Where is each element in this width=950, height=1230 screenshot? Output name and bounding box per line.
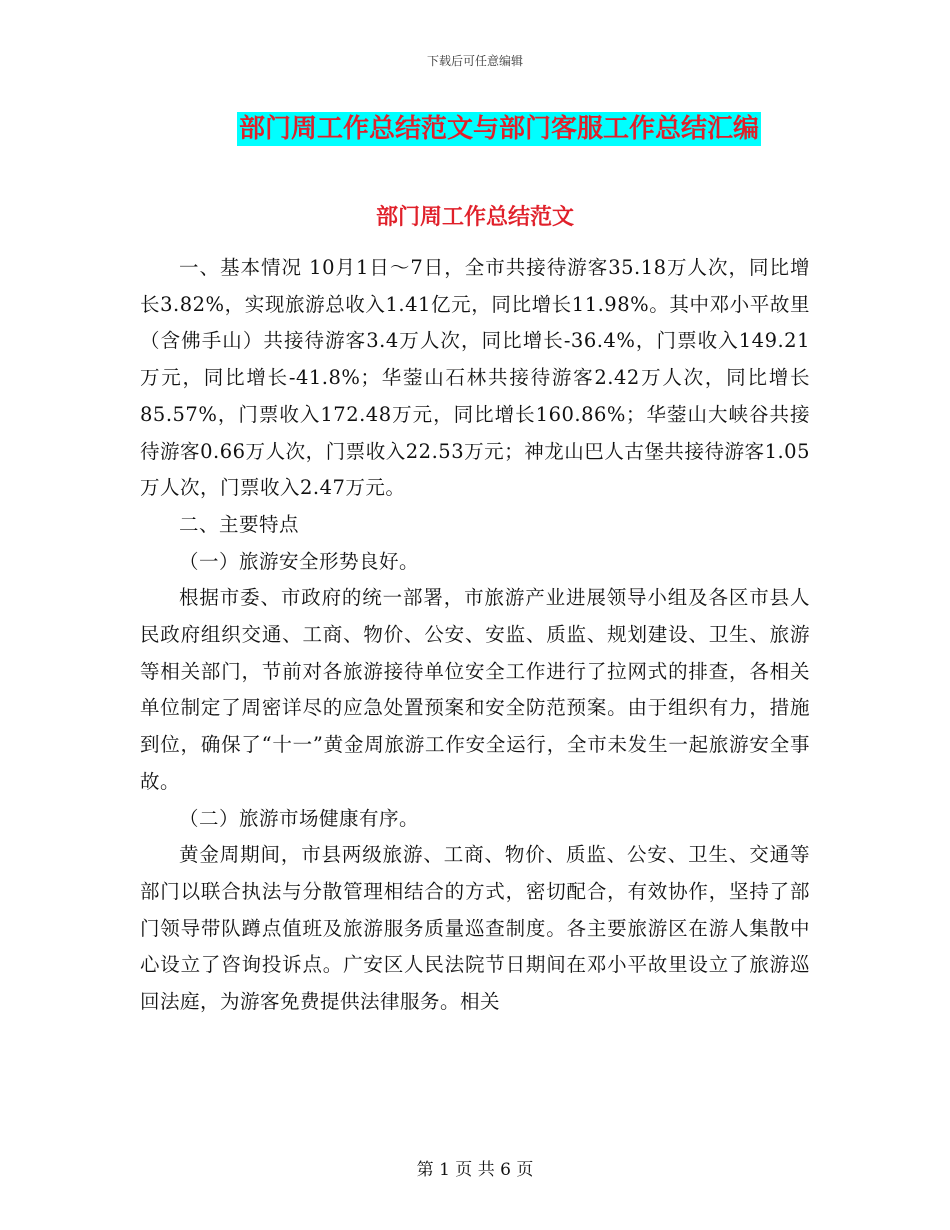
page-footer: 第 1 页 共 6 页 <box>416 1160 534 1180</box>
paragraph-market-body: 黄金周期间，市县两级旅游、工商、物价、质监、公安、卫生、交通等部门以联合执法与分散管理相结合的方式，密切配合，有效协作，坚持了部门领导带队蹲点值班及旅游服务质量巡查制度。各主要旅游区在游人集散中心设立了咨询投诉点。广安区人民法院节日期间在邓小平故里设立了旅游巡回法庭，为游客免费提供法律服务。相关 <box>140 843 810 1014</box>
section-title: 部门周工作总结范文 <box>375 204 574 230</box>
paragraph-safety-body: 根据市委、市政府的统一部署，市旅游产业进展领导小组及各区市县人民政府组织交通、工商、物价、公安、安监、质监、规划建设、卫生、旅游等相关部门，节前对各旅游接待单位安全工作进行了拉网式的排查，各相关单位制定了周密详尽的应急处置预案和安全防范预案。由于组织有力，措施到位，确保了“十一”黄金周旅游工作安全运行，全市未发生一起旅游安全事故。 <box>140 586 810 793</box>
paragraph-main-features-heading: 二、主要特点 <box>179 512 300 536</box>
paragraph-market-heading: （二）旅游市场健康有序。 <box>179 806 420 830</box>
paragraph-safety-heading: （一）旅游安全形势良好。 <box>179 549 420 573</box>
document-title-wrap <box>0 112 950 146</box>
document-body <box>140 250 810 1021</box>
document-title: 部门周工作总结范文与部门客服工作总结汇编 <box>238 114 759 144</box>
page-header-note: 下载后可任意编辑 <box>426 54 523 68</box>
paragraph-basic-situation: 一、基本情况 10月1日～7日，全市共接待游客35.18万人次，同比增长3.82%，实现旅游总收入1.41亿元，同比增长11.98%。其中邓小平故里（含佛手山）共接待游客3.4万人次，同比增长-36.4%，门票收入149.21万元，同比增长-41.8%；华蓥山石林共接待游客2.42万人次，同比增长85.57%，门票收入172.48万元，同比增长160.86%；华蓥山大峡谷共接待游客0.66万人次，门票收入22.53万元；神龙山巴人古堡共接待游客1.05万人次，门票收入2.47万元。 <box>140 256 810 500</box>
